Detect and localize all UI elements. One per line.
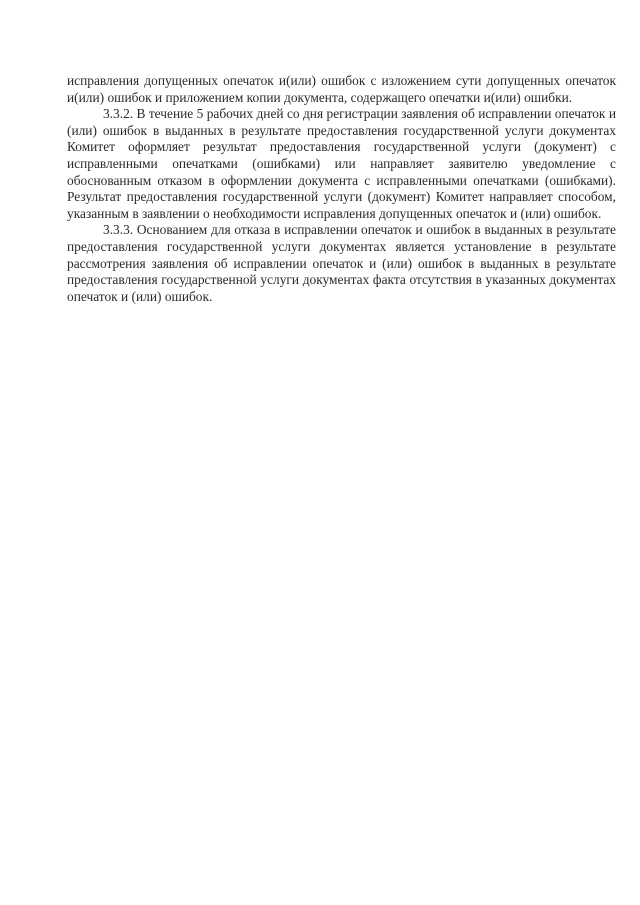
paragraph-continuation: исправления допущенных опечаток и(или) ошибок с изложением сути допущенных опечаток и(или) ошибок и приложением копии документа, содержащего опечатки и(или) ошибки.	[67, 73, 616, 105]
paragraph-3-3-3: 3.3.3. Основанием для отказа в исправлении опечаток и ошибок в выданных в результате предоставления государственной услуги документах является установление в результате рассмотрения заявления об исправлении опечаток и (или) ошибок в выданных в результате предоставления государственной услуги документах факта отсутствия в указанных документах опечаток и (или) ошибок.	[67, 222, 616, 304]
paragraph-3-3-2: 3.3.2. В течение 5 рабочих дней со дня регистрации заявления об исправлении опечаток и (или) ошибок в выданных в результате предоставления государственной услуги документах Комитет оформляет результат предоставления государственной услуги (документ) с исправленными опечатками (ошибками) или направляет заявителю уведомление с обоснованным отказом в оформлении документа с исправленными опечатками (ошибками). Результат предоставления государственной услуги (документ) Комитет направляет способом, указанным в заявлении о необходимости исправления допущенных опечаток и (или) ошибок.	[67, 106, 616, 221]
document-body	[67, 73, 616, 305]
